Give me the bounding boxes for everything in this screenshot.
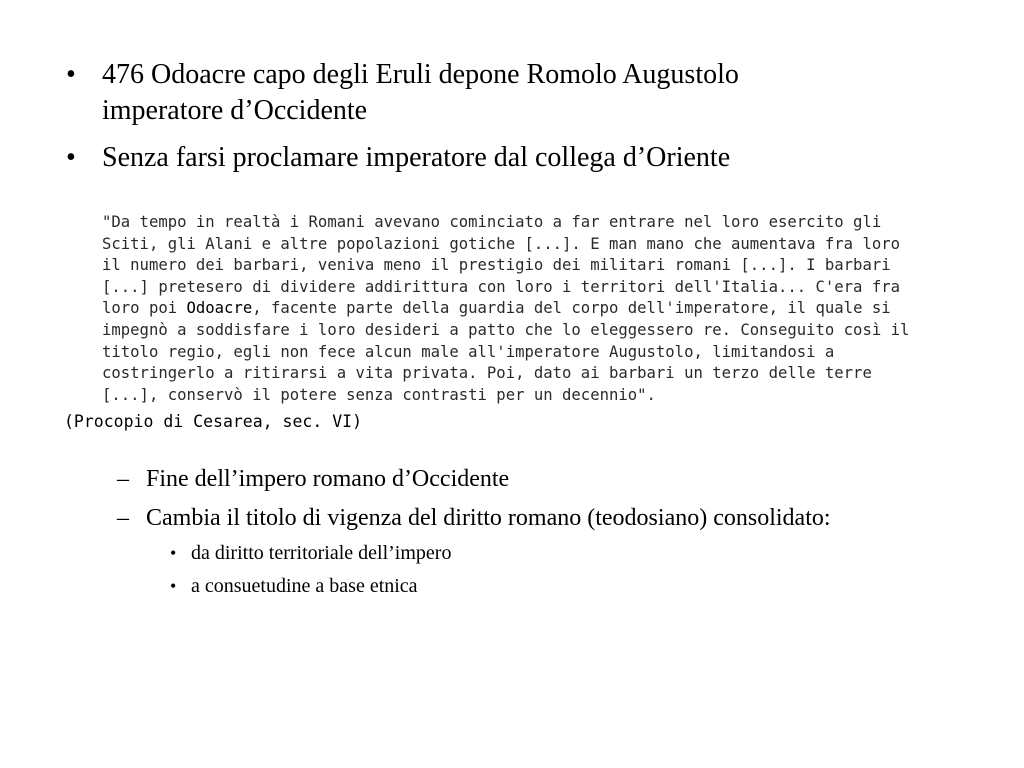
procopio-quote (102, 212, 1002, 406)
bullet-marker: • (66, 59, 76, 90)
quote-line: [...], conservò il potere senza contrasti per un decennio". (102, 385, 656, 404)
quote-line: impegnò a soddisfare i loro desideri a patto che lo eleggessero re. Conseguito così il (102, 320, 910, 339)
quote-citation: (Procopio di Cesarea, sec. VI) (64, 412, 363, 431)
subbullet-text: Cambia il titolo di vigenza del diritto romano (teodosiano) consolidato: (146, 505, 831, 531)
quote-highlight-odoacre: Odoacre (186, 299, 253, 318)
quote-line: [...] pretesero di dividere addirittura con loro i territori dell'Italia... C'era fra (102, 277, 900, 296)
subbullet-marker: – (117, 466, 129, 492)
quote-line: costringerlo a ritirarsi a vita privata. Poi, dato ai barbari un terzo delle terre (102, 364, 872, 383)
quote-line-after: , facente parte della guardia del corpo dell'imperatore, il quale si (252, 299, 891, 318)
subbullet-text: Fine dell’impero romano d’Occidente (146, 466, 510, 492)
quote-line: Sciti, gli Alani e altre popolazioni gotiche [...]. E man mano che aumentava fra loro (102, 234, 900, 253)
subbullet-marker: – (117, 505, 129, 531)
bullet-text-line-1: Senza farsi proclamare imperatore dal collega d’Oriente (102, 142, 731, 173)
quote-line-before: loro poi (102, 299, 187, 318)
bullet-text-line-2: imperatore d’Occidente (102, 95, 368, 126)
quote-line: "Da tempo in realtà i Romani avevano cominciato a far entrare nel loro esercito gli (102, 213, 882, 231)
subsubbullet-text: a consuetudine a base etnica (191, 575, 418, 597)
bullet-text-line-1: 476 Odoacre capo degli Eruli depone Romolo Augustolo (102, 59, 739, 90)
subsubbullet-marker: • (170, 543, 177, 563)
quote-line: il numero dei barbari, veniva meno il prestigio dei militari romani [...]. I barbari (102, 256, 891, 275)
bullet-marker: • (66, 142, 76, 173)
quote-line: titolo regio, egli non fece alcun male all'imperatore Augustolo, limitandosi a (102, 342, 835, 361)
subsubbullet-text: da diritto territoriale dell’impero (191, 542, 452, 564)
subsubbullet-marker: • (170, 576, 177, 596)
